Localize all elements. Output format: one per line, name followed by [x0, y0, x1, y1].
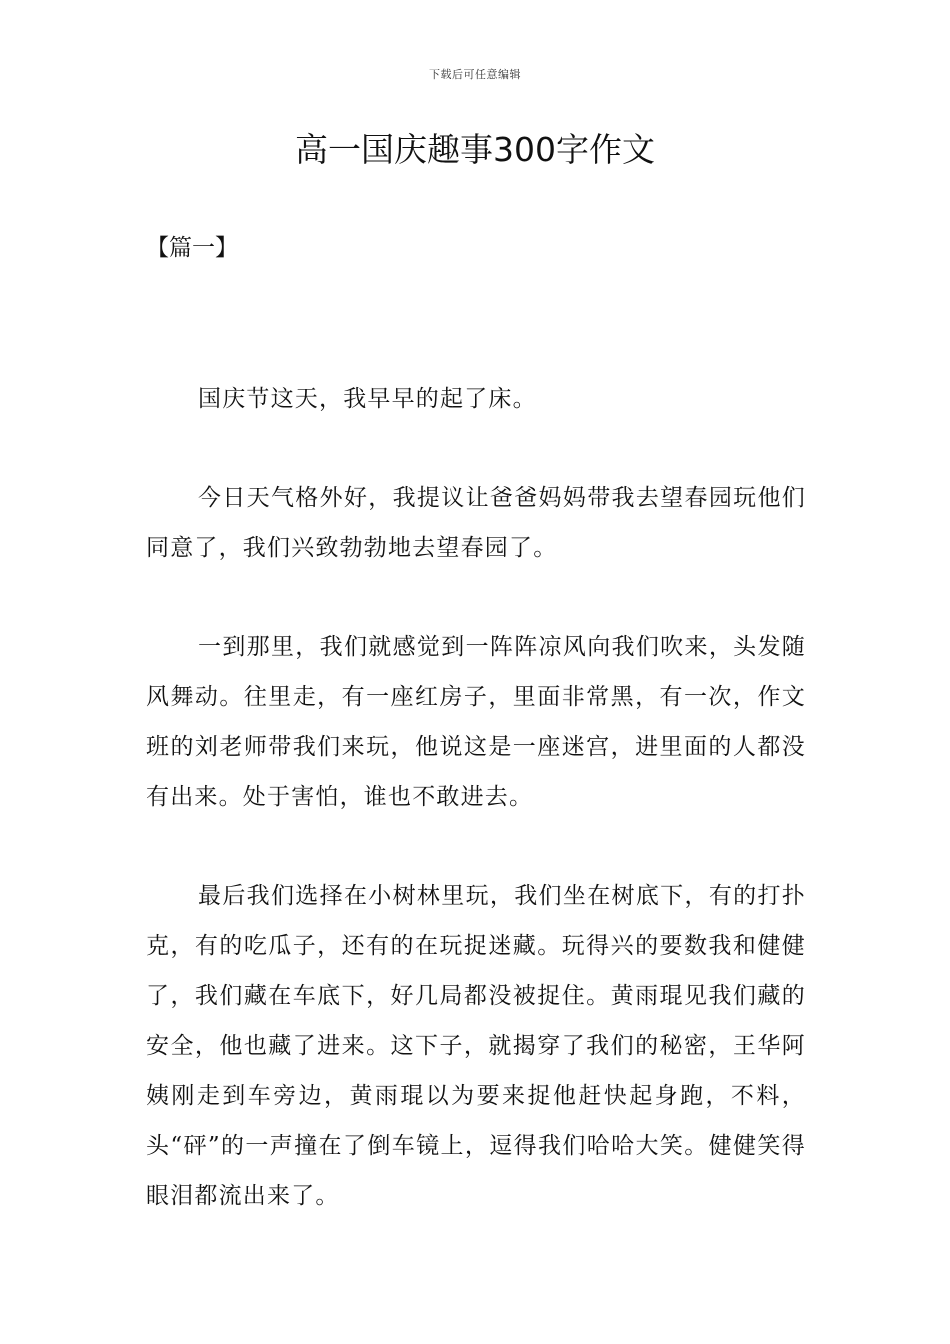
section-label: 【篇一】 — [146, 235, 238, 261]
header-note: 下载后可任意编辑 — [429, 68, 521, 81]
paragraph-1: 国庆节这天，我早早的起了床。 — [198, 386, 537, 412]
paragraph-4: 最后我们选择在小树林里玩，我们坐在树底下，有的打扑克，有的吃瓜子，还有的在玩捉迷藏。玩得兴的要数我和健健了，我们藏在车底下，好几局都没被捉住。黄雨琨见我们藏的安全，他也藏了进来。这下子，就揭穿了我们的秘密，王华阿姨刚走到车旁边，黄雨琨以为要来捉他赶快起身跑，不料，头“砰”的一声撞在了倒车镜上，逗得我们哈哈大笑。健健笑得眼泪都流出来了。 — [146, 883, 806, 1209]
paragraph-2: 今日天气格外好，我提议让爸爸妈妈带我去望春园玩他们同意了，我们兴致勃勃地去望春园了。 — [146, 485, 806, 561]
paragraph-3: 一到那里，我们就感觉到一阵阵凉风向我们吹来，头发随风舞动。往里走，有一座红房子，里面非常黑，有一次，作文班的刘老师带我们来玩，他说这是一座迷宫，进里面的人都没有出来。处于害怕，谁也不敢进去。 — [146, 634, 806, 810]
document-title: 高一国庆趣事300字作文 — [295, 130, 655, 169]
